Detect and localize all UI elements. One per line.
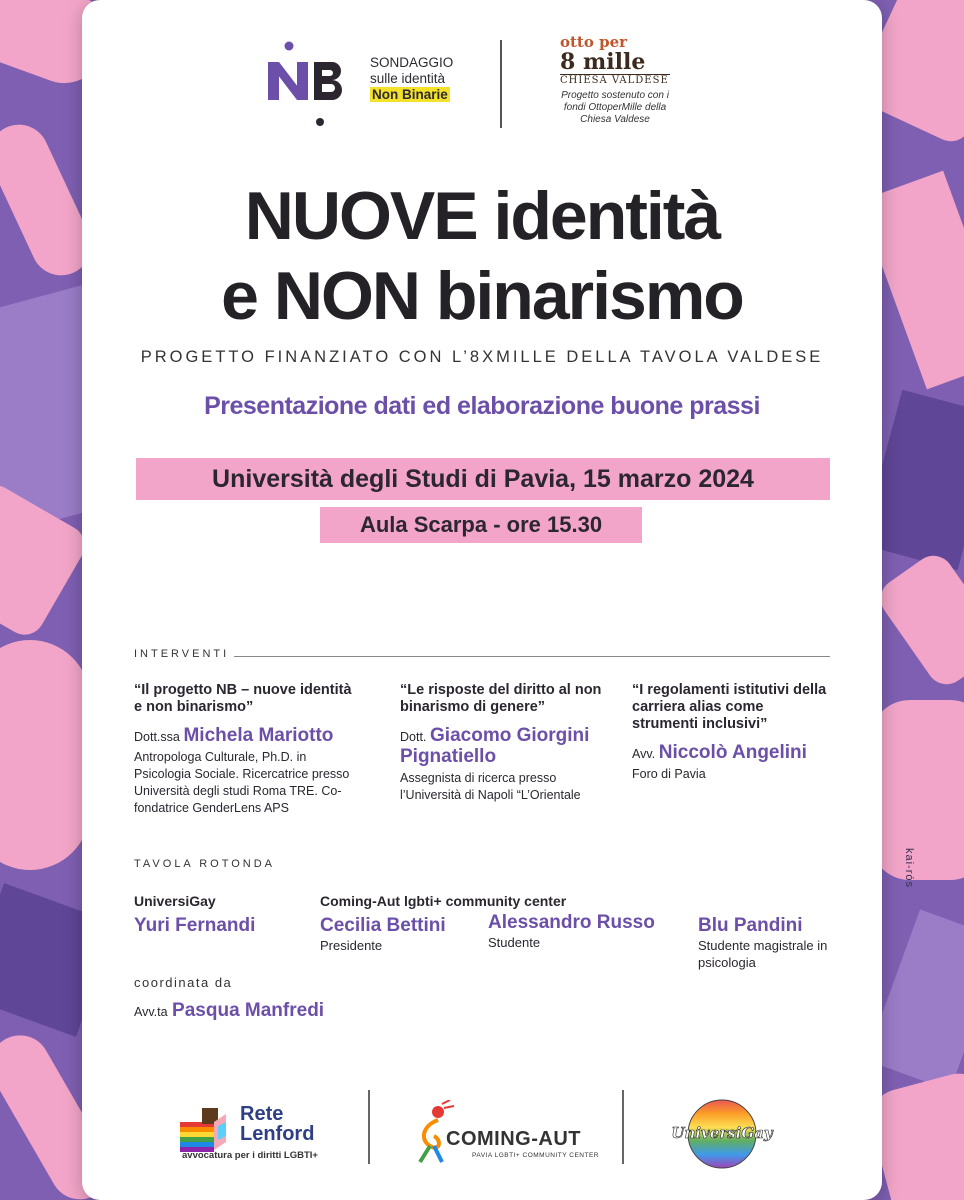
- speaker-name: Niccolò Angelini: [658, 742, 807, 763]
- venue-date-band: Università degli Studi di Pavia, 15 marzo 2024: [136, 458, 830, 500]
- coordinator: [134, 1000, 324, 1022]
- org-coming-aut: Coming-Aut lgbti+ community center: [320, 893, 567, 909]
- speaker-description: Assegnista di ricerca presso l’Università di Napoli “L’Orientale: [400, 771, 581, 802]
- coordinator-name: Pasqua Manfredi: [172, 1000, 325, 1021]
- panelist-role: Presidente: [320, 938, 383, 953]
- talk-title: “Il progetto NB – nuove identità e non binarismo”: [134, 682, 352, 715]
- talk-title: “I regolamenti istitutivi della carriera alias come strumenti inclusivi”: [632, 682, 827, 732]
- coming-aut-logo: COMING-AUT PAVIA LGBTI+ COMMUNITY CENTER: [412, 1100, 582, 1170]
- speaker-description: Foro di Pavia: [632, 767, 706, 781]
- speaker-honorific: Avv.: [632, 747, 656, 761]
- speaker-honorific: Dott.ssa: [134, 730, 180, 744]
- ottopermille-caption: Progetto sostenuto con i fondi OttoperMille della Chiesa Valdese: [561, 90, 669, 125]
- panelist-1: [134, 915, 255, 937]
- interventi-rule: [234, 656, 830, 657]
- room-time-band: Aula Scarpa - ore 15.30: [320, 507, 642, 543]
- presentation-heading: Presentazione dati ed elaborazione buone prassi: [204, 392, 760, 420]
- panelist-name: Blu Pandini: [698, 915, 803, 936]
- speaker-name: Giacomo Giorgini Pignatiello: [400, 725, 590, 767]
- universigay-logo: [662, 1096, 782, 1172]
- nb-logo-icon: [266, 40, 356, 130]
- speaker-description: Antropologa Culturale, Ph.D. in Psicologia Sociale. Ricercatrice presso Università degli studi Roma TRE. Co-fondatrice GenderLens APS: [134, 750, 350, 815]
- footer-divider-1: [368, 1090, 370, 1164]
- panelist-name: Cecilia Bettini: [320, 915, 446, 936]
- subtitle: PROGETTO FINANZIATO CON L’8XMILLE DELLA TAVOLA VALDESE: [140, 348, 824, 366]
- panelist-name: Alessandro Russo: [488, 912, 655, 933]
- speaker-honorific: Dott.: [400, 730, 427, 744]
- title-line-1: NUOVE identità: [244, 178, 720, 254]
- talk-1: [134, 682, 354, 817]
- coordinated-by-label: coordinata da: [134, 975, 233, 990]
- nb-survey-text: SONDAGGIO sulle identità Non Binarie: [370, 55, 454, 102]
- panelist-name: Yuri Fernandi: [134, 915, 256, 936]
- poster-card: SONDAGGIO sulle identità Non Binarie otto per 8 mille CHIESA VALDESE Progetto sostenuto con i fondi OttoperMille della Chiesa Valdese NUOVE identità e NON binarismo PROGETTO FINANZIATO CON L’8XMILLE DELLA TAVOLA VALDESE Presentazione dati ed elaborazione buone prassi Università degli Studi di Pavia, 15 marzo 2024 Aula Scarpa - ore 15.30 INTERVENTI “Il progetto NB – nuove identità e non binarismo” Dott.ssa Michela Mariotto Antropologa Culturale, Ph.D. in Psicologia Sociale. Ricercatrice presso Università degli studi Roma TRE. Co-fondatrice GenderLens APS “Le risposte del diritto al non binarismo di genere” Dott. Giacomo Giorgini Pignatiello Assegnista di ricerca presso l’Università di Napoli “L’Orientale “I regolamenti istitutivi della carriera alias come strumenti inclusivi” Avv. Niccolò Angelini Foro di Pavia TAVOLA ROTONDA UniversiGay Coming-Aut lgbti+ community center Yuri Fernandi Cecilia Bettini Presidente Alessandro Russo Studente Blu Pandini Studente magistrale in psicologia coordinata da Avv.ta Pasqua Manfredi Rete Lenford avvocatura per i diritti LGBTI+ COMING-AUT PAVIA LGBTI+ COMMUNITY CENTER UniversiGay: [82, 0, 882, 1200]
- panelist-3: [488, 912, 655, 951]
- header-divider: [500, 40, 502, 128]
- credit-mark: kai-rós: [903, 848, 915, 889]
- coordinator-honorific: Avv.ta: [134, 1005, 168, 1019]
- universigay-wordmark: UniversiGay: [671, 1124, 773, 1142]
- ottopermille-logo: otto per 8 mille CHIESA VALDESE: [560, 33, 669, 86]
- footer-divider-2: [622, 1090, 624, 1164]
- tavola-label: TAVOLA ROTONDA: [134, 858, 276, 870]
- panelist-role: Studente: [488, 935, 541, 950]
- speaker-name: Michela Mariotto: [183, 725, 334, 746]
- talk-2: [400, 682, 610, 804]
- panelist-4: [698, 915, 848, 971]
- org-universigay: UniversiGay: [134, 893, 216, 909]
- panelist-2: [320, 915, 446, 954]
- nb-highlight: Non Binarie: [372, 87, 448, 102]
- title-line-2: e NON binarismo: [221, 258, 743, 334]
- talk-3: [632, 682, 832, 783]
- interventi-label: INTERVENTI: [134, 648, 230, 660]
- panelist-role: Studente magistrale in psicologia: [698, 938, 828, 970]
- talk-title: “Le risposte del diritto al non binarismo di genere”: [400, 682, 602, 715]
